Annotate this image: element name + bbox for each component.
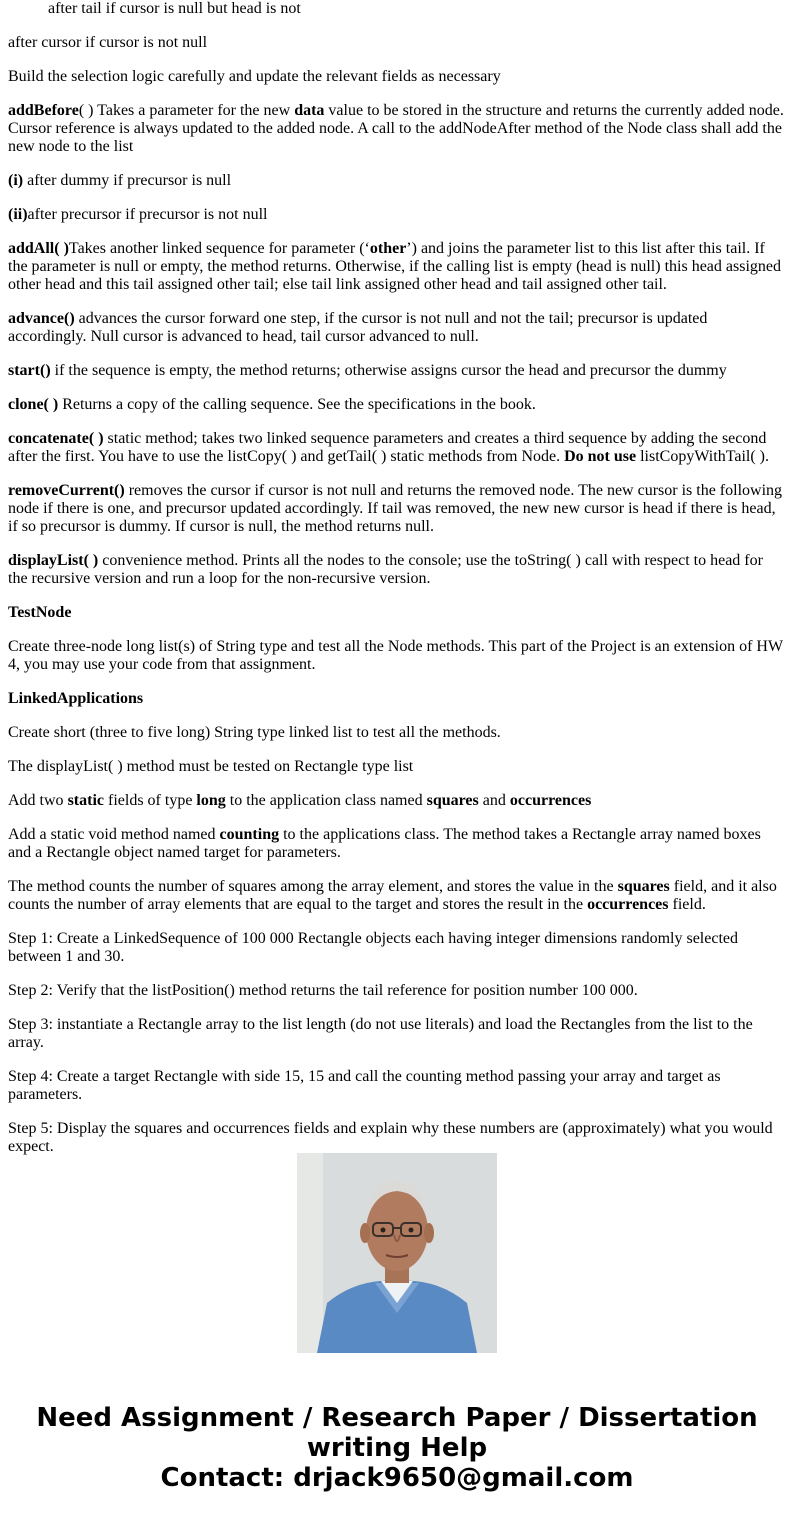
paragraph: (i) after dummy if precursor is null — [8, 172, 232, 189]
paragraph: after cursor if cursor is not null — [8, 34, 208, 51]
document-body — [8, 0, 786, 1155]
paragraph-removecurrent: removeCurrent() removes the cursor if cursor is not null and returns the removed node. The new cursor is the following node if there is one, and precursor updated accordingly. If tail was removed, the new new cursor is head if there is head, if so precursor is dummy. If cursor is null, the method returns null. — [8, 482, 783, 535]
paragraph-advance: advance() advances the cursor forward one step, if the cursor is not null and not the tail; precursor is updated accordingly. Null cursor is advanced to head, tail cursor advanced to null. — [8, 310, 708, 345]
paragraph: Create short (three to five long) String type linked list to test all the methods. — [8, 724, 501, 741]
paragraph: Create three-node long list(s) of String type and test all the Node methods. This part of the Project is an extension of HW 4, you may use your code from that assignment. — [8, 638, 783, 673]
paragraph: after tail if cursor is null but head is not — [48, 0, 301, 17]
ad-subheadline: writing Help — [306, 1433, 488, 1463]
paragraph-addall: addAll( )Takes another linked sequence for parameter (‘other’) and joins the parameter list to this list after this tail. If the parameter is null or empty, the method returns. Otherwise, if the calling list is empty (head is null) this head assigned other head and this tail assigned other tail; else tail link assigned other head and tail assigned other tail. — [8, 240, 781, 293]
portrait-image — [297, 1153, 497, 1353]
ad-contact: Contact: drjack9650@gmail.com — [160, 1463, 634, 1493]
paragraph: The displayList( ) method must be tested on Rectangle type list — [8, 758, 414, 775]
step-5: Step 5: Display the squares and occurrences fields and explain why these numbers are (approximately) what you would expect. — [8, 1120, 773, 1155]
paragraph: Build the selection logic carefully and update the relevant fields as necessary — [8, 68, 501, 85]
paragraph: (ii)after precursor if precursor is not null — [8, 206, 268, 223]
section-heading-testnode: TestNode — [8, 604, 72, 621]
advertisement-banner — [0, 1403, 794, 1493]
ad-headline: Need Assignment / Research Paper / Dissertation — [36, 1403, 758, 1433]
step-2: Step 2: Verify that the listPosition() method returns the tail reference for position number 100 000. — [8, 982, 638, 999]
paragraph-counting-detail: The method counts the number of squares among the array element, and stores the value in the squares field, and it also counts the number of array elements that are equal to the target and stores the result in the occurrences field. — [8, 878, 777, 913]
paragraph-addbefore: addBefore( ) Takes a parameter for the new data value to be stored in the structure and returns the currently added node. Cursor reference is always updated to the added node. A call to the addNodeAfter method of the Node class shall add the new node to the list — [8, 102, 784, 155]
author-photo — [297, 1153, 497, 1353]
step-1: Step 1: Create a LinkedSequence of 100 000 Rectangle objects each having integer dimensions randomly selected between 1 and 30. — [8, 930, 738, 965]
paragraph-clone: clone( ) Returns a copy of the calling sequence. See the specifications in the book. — [8, 396, 536, 413]
step-4: Step 4: Create a target Rectangle with side 15, 15 and call the counting method passing your array and target as parameters. — [8, 1068, 721, 1103]
paragraph-displaylist: displayList( ) convenience method. Prints all the nodes to the console; use the toString( ) call with respect to head for the recursive version and run a loop for the non-recursive version. — [8, 552, 763, 587]
section-heading-linkedapplications: LinkedApplications — [8, 690, 144, 707]
paragraph-static-fields: Add two static fields of type long to the application class named squares and occurrences — [8, 792, 592, 809]
paragraph-concatenate: concatenate( ) static method; takes two linked sequence parameters and creates a third sequence by adding the second after the first. You have to use the listCopy( ) and getTail( ) static methods from Node. Do not use listCopyWithTail( ). — [8, 430, 769, 465]
step-3: Step 3: instantiate a Rectangle array to the list length (do not use literals) and load the Rectangles from the list to the array. — [8, 1016, 753, 1051]
paragraph-counting: Add a static void method named counting to the applications class. The method takes a Rectangle array named boxes and a Rectangle object named target for parameters. — [8, 826, 761, 861]
paragraph-start: start() if the sequence is empty, the method returns; otherwise assigns cursor the head and precursor the dummy — [8, 362, 727, 379]
